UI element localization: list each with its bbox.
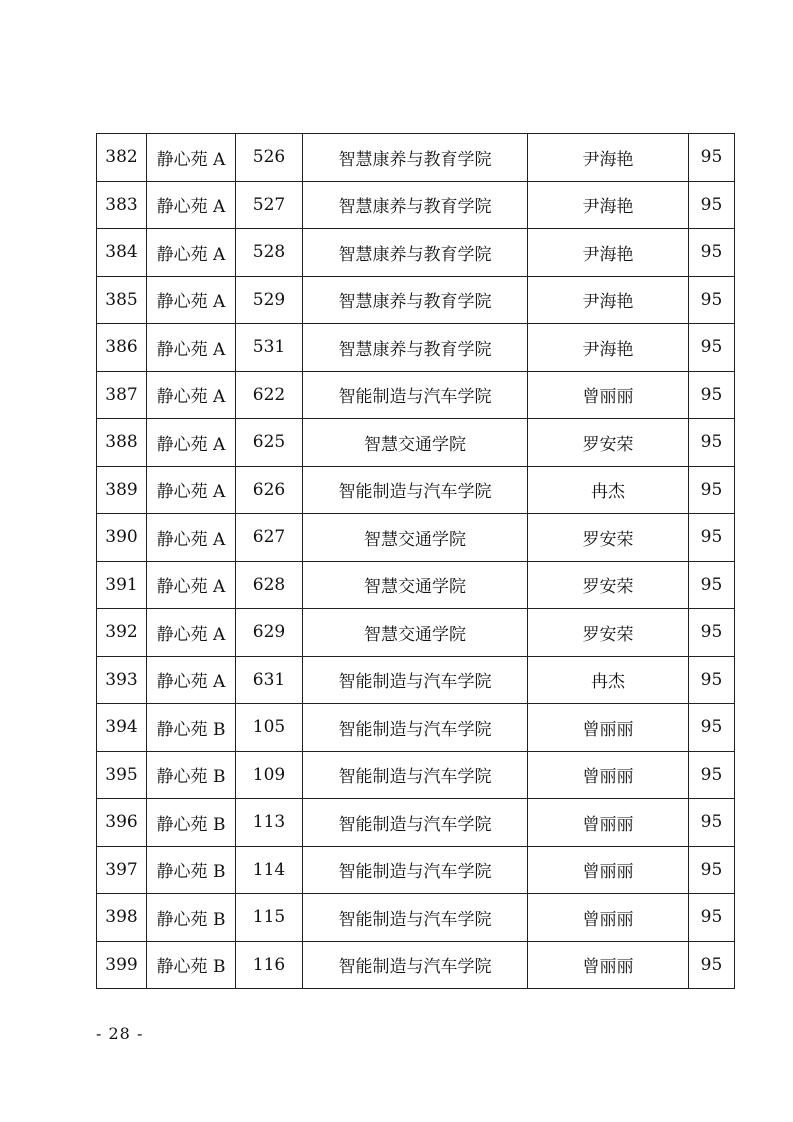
college-cell: 智能制造与汽车学院 [303,799,528,847]
row-number-cell: 386 [97,324,147,372]
score-cell: 95 [689,181,735,229]
row-number-cell: 394 [97,704,147,752]
building-cell: 静心苑 A [147,514,236,562]
building-cell: 静心苑 B [147,751,236,799]
teacher-cell: 罗安荣 [528,561,689,609]
room-number-cell: 527 [236,181,303,229]
room-number-cell: 625 [236,419,303,467]
teacher-cell: 曾丽丽 [528,799,689,847]
score-cell: 95 [689,894,735,942]
room-number-cell: 531 [236,324,303,372]
row-number-cell: 397 [97,846,147,894]
building-cell: 静心苑 A [147,324,236,372]
teacher-cell: 冉杰 [528,656,689,704]
building-cell: 静心苑 A [147,609,236,657]
teacher-cell: 曾丽丽 [528,894,689,942]
row-number-cell: 391 [97,561,147,609]
teacher-cell: 罗安荣 [528,419,689,467]
dormitory-score-table [96,133,735,989]
building-cell: 静心苑 A [147,656,236,704]
college-cell: 智慧康养与教育学院 [303,276,528,324]
building-cell: 静心苑 B [147,846,236,894]
table-row [97,229,735,277]
row-number-cell: 388 [97,419,147,467]
college-cell: 智慧康养与教育学院 [303,134,528,182]
room-number-cell: 631 [236,656,303,704]
teacher-cell: 曾丽丽 [528,846,689,894]
table-row [97,419,735,467]
college-cell: 智慧交通学院 [303,419,528,467]
row-number-cell: 398 [97,894,147,942]
score-cell: 95 [689,371,735,419]
score-cell: 95 [689,656,735,704]
table-body [97,134,735,989]
building-cell: 静心苑 A [147,181,236,229]
teacher-cell: 曾丽丽 [528,371,689,419]
room-number-cell: 629 [236,609,303,657]
college-cell: 智慧交通学院 [303,609,528,657]
table-row [97,941,735,989]
row-number-cell: 382 [97,134,147,182]
teacher-cell: 尹海艳 [528,181,689,229]
table-row [97,799,735,847]
table-row [97,656,735,704]
college-cell: 智能制造与汽车学院 [303,704,528,752]
teacher-cell: 尹海艳 [528,229,689,277]
table-row [97,609,735,657]
score-cell: 95 [689,609,735,657]
room-number-cell: 113 [236,799,303,847]
college-cell: 智能制造与汽车学院 [303,894,528,942]
room-number-cell: 529 [236,276,303,324]
college-cell: 智慧康养与教育学院 [303,181,528,229]
score-cell: 95 [689,466,735,514]
building-cell: 静心苑 A [147,419,236,467]
score-cell: 95 [689,276,735,324]
teacher-cell: 罗安荣 [528,609,689,657]
building-cell: 静心苑 A [147,561,236,609]
room-number-cell: 109 [236,751,303,799]
table-row [97,751,735,799]
row-number-cell: 396 [97,799,147,847]
teacher-cell: 罗安荣 [528,514,689,562]
college-cell: 智能制造与汽车学院 [303,941,528,989]
room-number-cell: 105 [236,704,303,752]
college-cell: 智慧康养与教育学院 [303,229,528,277]
room-number-cell: 626 [236,466,303,514]
table-row [97,514,735,562]
room-number-cell: 116 [236,941,303,989]
building-cell: 静心苑 A [147,134,236,182]
row-number-cell: 392 [97,609,147,657]
row-number-cell: 390 [97,514,147,562]
row-number-cell: 395 [97,751,147,799]
teacher-cell: 曾丽丽 [528,941,689,989]
row-number-cell: 389 [97,466,147,514]
score-cell: 95 [689,514,735,562]
score-cell: 95 [689,561,735,609]
building-cell: 静心苑 B [147,799,236,847]
row-number-cell: 383 [97,181,147,229]
teacher-cell: 尹海艳 [528,324,689,372]
score-cell: 95 [689,704,735,752]
table-row [97,324,735,372]
teacher-cell: 尹海艳 [528,276,689,324]
row-number-cell: 399 [97,941,147,989]
college-cell: 智能制造与汽车学院 [303,656,528,704]
teacher-cell: 尹海艳 [528,134,689,182]
score-cell: 95 [689,229,735,277]
page-number: - 28 - [96,1024,144,1043]
table-row [97,894,735,942]
college-cell: 智能制造与汽车学院 [303,371,528,419]
score-cell: 95 [689,846,735,894]
teacher-cell: 冉杰 [528,466,689,514]
table-row [97,371,735,419]
college-cell: 智能制造与汽车学院 [303,846,528,894]
table-row [97,466,735,514]
college-cell: 智能制造与汽车学院 [303,751,528,799]
table-row [97,846,735,894]
row-number-cell: 385 [97,276,147,324]
teacher-cell: 曾丽丽 [528,704,689,752]
building-cell: 静心苑 A [147,371,236,419]
building-cell: 静心苑 A [147,276,236,324]
college-cell: 智能制造与汽车学院 [303,466,528,514]
score-cell: 95 [689,799,735,847]
table-row [97,704,735,752]
college-cell: 智慧康养与教育学院 [303,324,528,372]
room-number-cell: 114 [236,846,303,894]
row-number-cell: 393 [97,656,147,704]
row-number-cell: 387 [97,371,147,419]
score-cell: 95 [689,419,735,467]
building-cell: 静心苑 A [147,466,236,514]
room-number-cell: 628 [236,561,303,609]
room-number-cell: 526 [236,134,303,182]
table-row [97,276,735,324]
building-cell: 静心苑 B [147,894,236,942]
college-cell: 智慧交通学院 [303,514,528,562]
room-number-cell: 528 [236,229,303,277]
table-row [97,561,735,609]
building-cell: 静心苑 B [147,704,236,752]
score-cell: 95 [689,941,735,989]
teacher-cell: 曾丽丽 [528,751,689,799]
score-cell: 95 [689,324,735,372]
score-cell: 95 [689,134,735,182]
table-row [97,134,735,182]
score-cell: 95 [689,751,735,799]
room-number-cell: 622 [236,371,303,419]
room-number-cell: 115 [236,894,303,942]
row-number-cell: 384 [97,229,147,277]
room-number-cell: 627 [236,514,303,562]
college-cell: 智慧交通学院 [303,561,528,609]
building-cell: 静心苑 B [147,941,236,989]
building-cell: 静心苑 A [147,229,236,277]
table-row [97,181,735,229]
